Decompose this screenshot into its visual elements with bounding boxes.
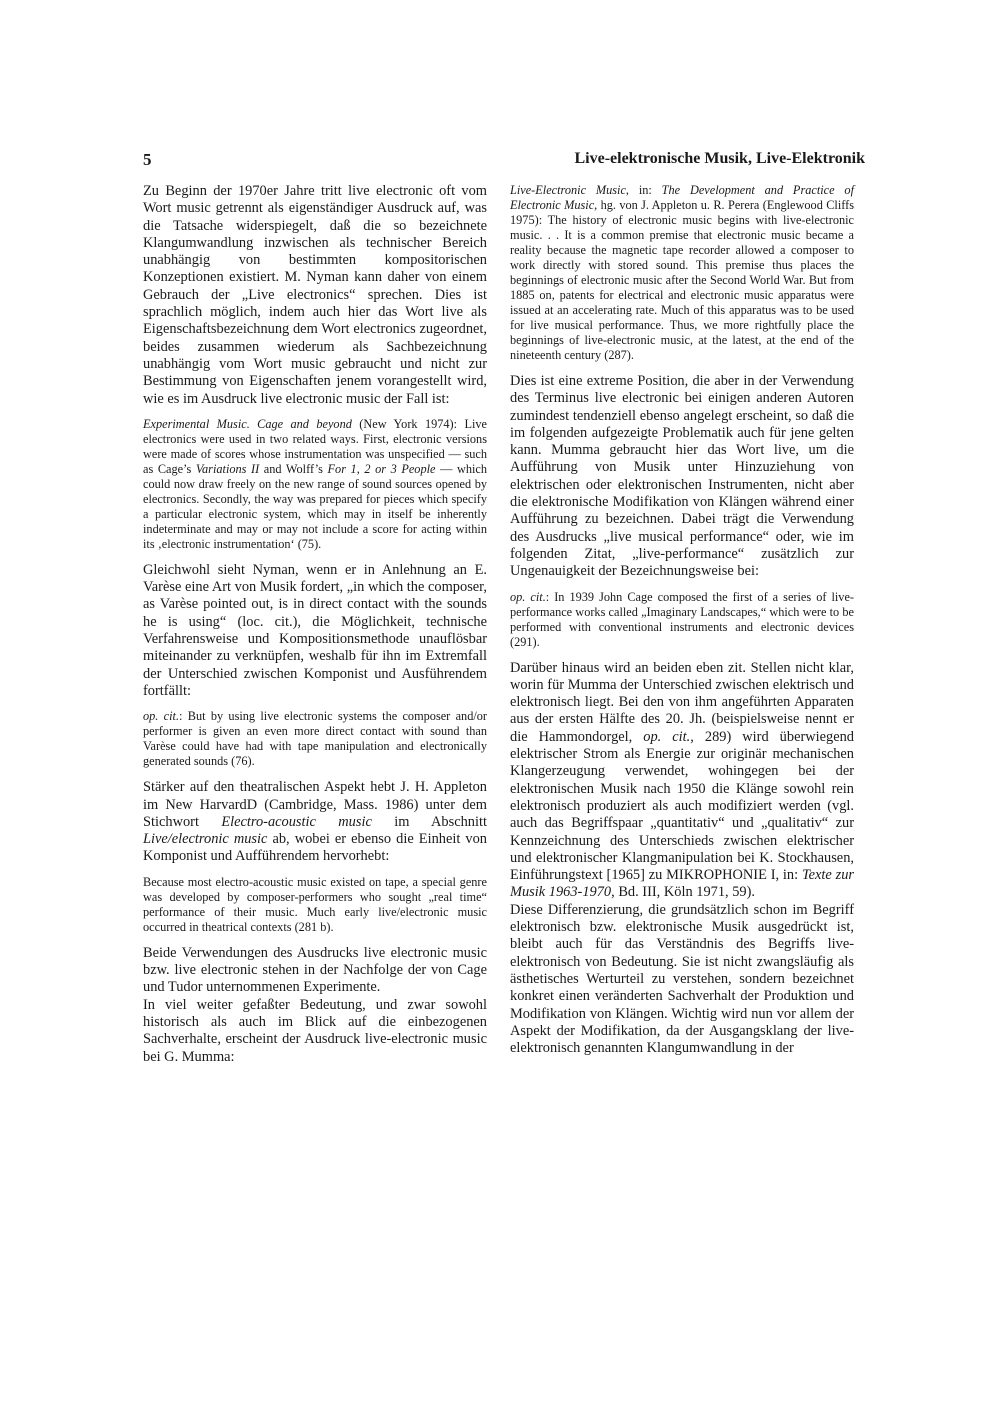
work-title: Variations II <box>195 461 260 476</box>
quote-nyman-2 <box>143 709 487 769</box>
quote-text: and Wolff’s <box>259 461 328 476</box>
left-column <box>143 183 487 1075</box>
paragraph-extreme-position: Dies ist eine extreme Position, die aber in der Verwendung des Terminus live electronic bei einigen anderen Autoren zumindest tendenziell ebenso angelegt erscheint, so daß die im folgenden aufgezeigte Problematik auch für jene gelten kann. Mumma gebraucht hier das Wort live, um die Aufführung von Musik unter Hinzuziehung von elektrischen oder elektronischen Instrumenten, nicht aber die elektronische Modifikation von Klängen während einer Aufführung zu bezeichnen. Dabei trägt die Verwendung des Ausdrucks „live musical performance“ oder, wie im folgenden Zitat, „live-performance“ zusätzlich zur Ungenauigkeit der Bezeichnungsweise bei: <box>510 373 854 580</box>
quote-text: : In 1939 John Cage composed the first of a series of live-performance works called „Imaginary Landscapes,“ which were to be performed with conventional instruments and electronic devices (291). <box>510 589 854 649</box>
paragraph-intro: Zu Beginn der 1970er Jahre tritt live electronic oft vom Wort music getrennt als eigenständiger Ausdruck auf, was die Tatsache widerspiegelt, daß die so bezeichnete Klangumwandlung inzwischen als technischer Bereich unabhängig von bestimmten kompositorischen Konzeptionen existiert. M. Nyman kann daher von einem Gebrauch der „Live electronics“ sprechen. Dies ist sprachlich möglich, indem auch hier das Wort live als Eigenschaftsbezeichnung dem Wort electronics zugeordnet, beides zusammen wiederum als Sachbezeichnung unabhängig vom Wort music gebraucht und nicht zur Bestimmung von Eigenschaften jenem vorangestellt wird, wie es im Ausdruck live electronic music der Fall ist: <box>143 183 487 407</box>
quote-text: — which could now draw freely on the new range of sound sources opened by electronics. Secondly, the way was prepared for pieces which specify a particular electronic system, which may in itself be inherently indeterminate and may or may not include a score for acting within its ‚electronic instrumentation‘ (75). <box>143 461 487 551</box>
quote-mumma-2 <box>510 590 854 650</box>
paragraph-differentiation: Diese Differenzierung, die grundsätzlich schon im Begriff elektronisch bzw. elektronische Musik ausgedrückt ist, bleibt auch für das Verständnis des Begriffs live-elektronisch von Bedeutung. Sie ist nicht zwangsläufig als ästhetisches Werturteil zu verstehen, sondern bezeichnet konkret einen veränderten Sachverhalt der Produktion und Modifikation von Klängen. Wichtig wird nun vor allem der Aspekt der Modifikation, da der Ausgangsklang der live-elektronisch genannten Klangumwandlung in der <box>510 901 854 1057</box>
quote-text: (New York 1974): Live electronics were used in two related ways. First, electronic versions were made of scores whose instrumentation was unspecified — such as Cage’s <box>143 416 487 476</box>
paragraph-text: Stärker auf den theatralischen Aspekt hebt J. H. Appleton im New HarvardD (Cambridge, Mass. 1986) unter dem Stichwort <box>143 779 487 830</box>
work-title: For 1, 2 or 3 People <box>327 461 436 476</box>
quote-appleton: Because most electro-acoustic music existed on tape, a special genre was developed by composer-performers who sought „real time“ performance of their music. Much early live/electronic music occurred in theatrical contexts (281 b). <box>143 874 487 934</box>
paragraph-text: , 289) wird überwiegend elektrischer Strom als Energie zur originär mechanischen Klangerzeugung verwendet, wohingegen bei der elektronischen Musik nach 1950 die Klänge sowohl rein elektronisch produziert als auch modifiziert werden (vgl. auch das Begriffspaar „quantitativ“ und „qualitativ“ zur Kennzeichnung des Unterschieds zwischen elektrischer und elektronischer Klangmanipulation bei K. Stockhausen, Einführungstext [1965] zu MIKROPHONIE I, in: <box>510 728 855 884</box>
paragraph-text: , Bd. III, Köln 1971, 59). <box>611 884 756 901</box>
paragraph-mumma-intro: In viel weiter gefaßter Bedeutung, und zwar sowohl historisch als auch im Blick auf die einbezogenen Sachverhalte, erscheint der Ausdruck live-electronic music bei G. Mumma: <box>143 996 487 1065</box>
paragraph-appleton <box>143 779 487 865</box>
quote-mumma <box>510 183 854 363</box>
quote-source: Experimental Music. Cage and beyond <box>143 416 352 431</box>
quote-text: , in: <box>625 183 662 197</box>
book-title: Texte zur Musik 1963-1970 <box>510 867 854 901</box>
quote-text: : But by using live electronic systems the composer and/or performer is given an even more direct contact with sound than Varèse could have had with tape manipulation and electronically generated sounds (76). <box>143 709 487 769</box>
right-column <box>510 183 854 1066</box>
paragraph-text: ab, wobei er ebenso die Einheit von Komponist und Aufführendem hervorhebt: <box>143 831 487 865</box>
book-title: The Development and Practice of Electronic Music <box>510 183 854 212</box>
paragraph-text: Darüber hinaus wird an beiden eben zit. Stellen nicht klar, worin für Mumma der Unterschied zwischen elektrisch und elektronisch liegt. Bei den von ihm angeführten Apparaten aus der ersten Hälfte des 20. Jh. (beispielsweise nennt er die Hammondorgel, <box>510 659 854 745</box>
quote-source: op. cit. <box>510 589 546 604</box>
page-number: 5 <box>143 150 152 169</box>
term: Live/electronic music <box>143 831 268 848</box>
quote-nyman <box>143 417 487 552</box>
citation: op. cit. <box>643 728 691 745</box>
running-title: Live-elektronische Musik, Live-Elektronik <box>574 150 865 167</box>
quote-source: Live-Electronic Music <box>510 183 626 197</box>
paragraph-text: im Abschnitt <box>371 813 487 830</box>
paragraph-cage-tudor: Beide Verwendungen des Ausdrucks live electronic music bzw. live electronic stehen in der Nachfolge der von Cage und Tudor unternommenen Experimente. <box>143 944 487 996</box>
term: Electro-acoustic music <box>221 813 372 830</box>
paragraph-nyman-varese: Gleichwohl sieht Nyman, wenn er in Anlehnung an E. Varèse eine Art von Musik fordert, „in which the composer, as Varèse pointed out, is in direct contact with the sounds he is using“ (loc. cit.), die Möglichkeit, technische Verfahrensweise und Kompositionsmethode unauflösbar miteinander zu verknüpfen, weshalb für ihn im Extremfall der Unterschied zwischen Komponist und Ausführendem fortfällt: <box>143 561 487 699</box>
quote-text: , hg. von J. Appleton u. R. Perera (Englewood Cliffs 1975): The history of electronic music begins with live-electronic music. . . It is a common premise that electronic music became a reality because the magnetic tape recorder allowed a composer to work directly with stored sound. This premise thus places the beginnings of electronic music after the Second World War. But from 1885 on, patents for electrical and electronic music apparatus were issued at an accelerating rate. Much of this apparatus was to be used for live musical performance. Thus, we more rightfully place the beginnings of live-electronic music, at the latest, at the end of the nineteenth century (287). <box>510 198 854 362</box>
page-header <box>143 150 865 174</box>
paragraph-electric-electronic <box>510 660 854 902</box>
quote-source: op. cit. <box>143 709 180 724</box>
